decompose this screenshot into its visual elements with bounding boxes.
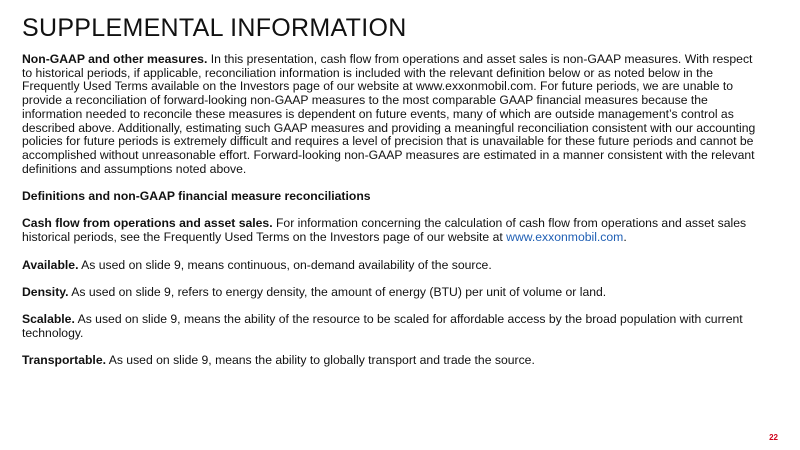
- website-link[interactable]: www.exxonmobil.com: [506, 230, 624, 245]
- slide-title: SUPPLEMENTAL INFORMATION: [22, 14, 407, 42]
- transportable-paragraph: [22, 354, 762, 368]
- transportable-heading: Transportable.: [22, 353, 106, 368]
- density-text: As used on slide 9, refers to energy density, the amount of energy (BTU) per unit of volume or land.: [68, 284, 607, 299]
- available-text: As used on slide 9, means continuous, on-demand availability of the source.: [78, 257, 492, 272]
- cash-flow-end: .: [623, 230, 627, 245]
- slide-body: [22, 53, 762, 368]
- scalable-text: As used on slide 9, means the ability of the resource to be scaled for affordable access by the broad population with current technology.: [22, 312, 743, 340]
- cash-flow-text: For information concerning the calculation of cash flow from operations and asset sales historical periods, see the Frequently Used Terms on the Investors page of our website at: [22, 216, 747, 245]
- cash-flow-paragraph: [22, 217, 762, 244]
- available-heading: Available.: [22, 257, 79, 272]
- density-heading: Density.: [22, 284, 69, 299]
- page-number: 22: [769, 433, 778, 442]
- non-gaap-text: In this presentation, cash flow from operations and asset sales is non-GAAP measures. With respect to historical periods, if applicable, reconciliation information is included with the relevant definition below or as noted below in the Frequently Used Terms available on the Investors page of our website at www.exxonmobil.com. For future periods, we are unable to provide a reconciliation of forward-looking non-GAAP measures to the most comparable GAAP financial measures because the information needed to reconcile these measures is dependent on future events, many of which are outside management’s control as described above. Additionally, estimating such GAAP measures and providing a meaningful reconciliation consistent with our accounting policies for future periods is extremely difficult and requires a level of precision that is unavailable for these future periods and cannot be accomplished without unreasonable effort. Forward-looking non-GAAP measures are estimated in a manner consistent with the relevant definitions and assumptions noted above.: [22, 52, 756, 176]
- scalable-heading: Scalable.: [22, 312, 75, 327]
- transportable-text: As used on slide 9, means the ability to globally transport and trade the source.: [105, 353, 535, 368]
- scalable-paragraph: [22, 313, 762, 340]
- cash-flow-heading: Cash flow from operations and asset sales.: [22, 216, 273, 231]
- non-gaap-paragraph: [22, 53, 762, 176]
- density-paragraph: [22, 286, 762, 300]
- available-paragraph: [22, 259, 762, 273]
- definitions-heading: Definitions and non-GAAP financial measure reconciliations: [22, 189, 371, 204]
- non-gaap-heading: Non-GAAP and other measures.: [22, 52, 208, 66]
